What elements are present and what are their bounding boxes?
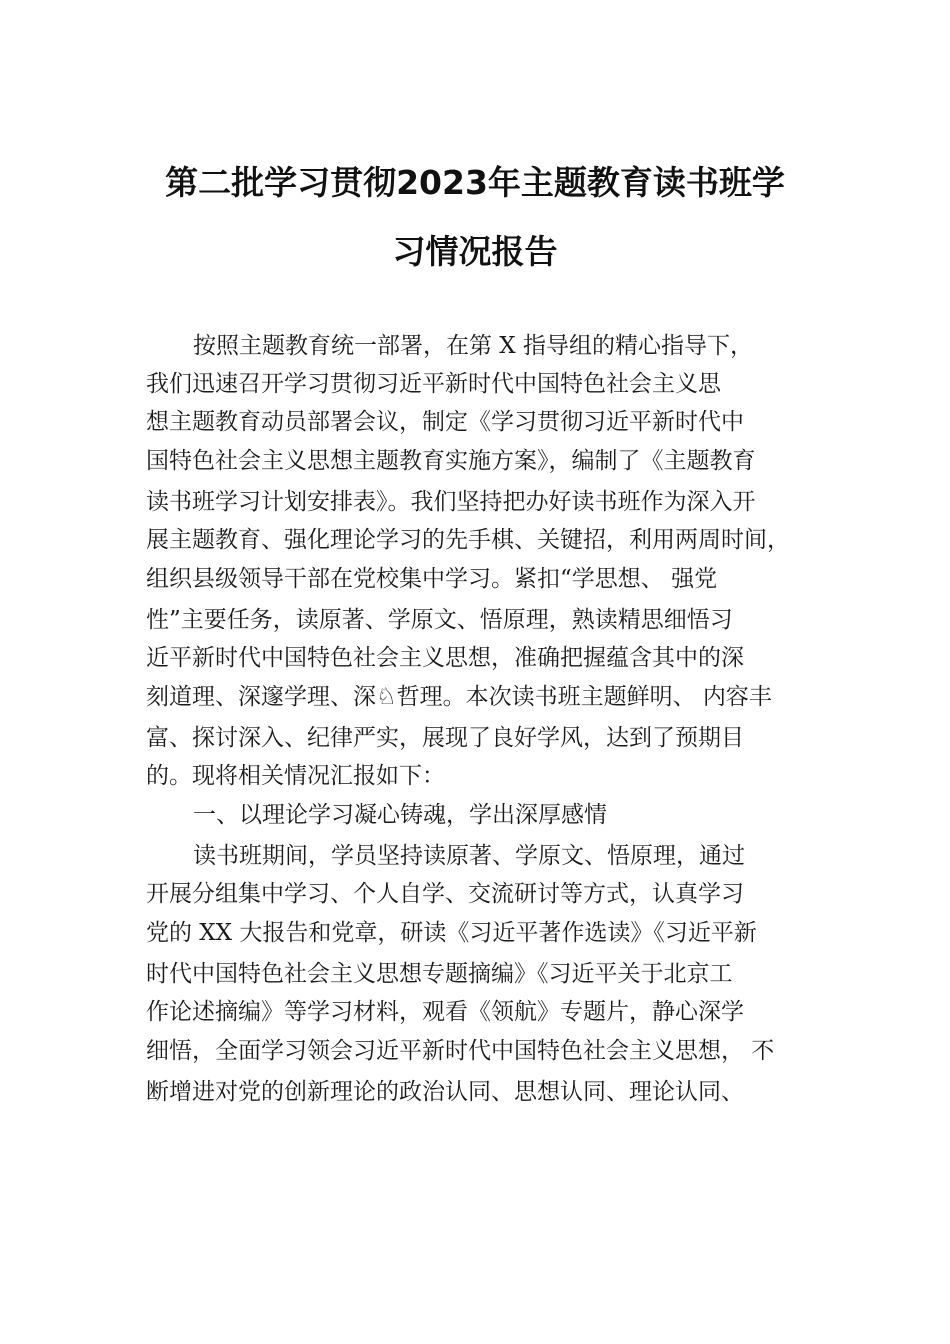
body-line-5: 读书班学习计划安排表》。我们坚持把办好读书班作为深入开 (146, 489, 756, 515)
body-line-2: 我们迅速召开学习贯彻习近平新时代中国特色社会主义思 (146, 371, 721, 397)
body-line-14: 读书班期间，学员坚持读原著、学原文、悟原理，通过 (193, 843, 745, 869)
document-title-line-1: 第二批学习贯彻2023年主题教育读书班学 (165, 163, 785, 202)
body-line-7: 组织县级领导干部在党校集中学习。紧扣“学思想、 强党 (146, 566, 718, 592)
body-line-9: 近平新时代中国特色社会主义思想，准确把握蕴含其中的深 (146, 645, 744, 671)
body-line-16: 党的 XX 大报告和党章，研读《习近平著作选读》《习近平新 (146, 920, 757, 946)
body-line-19: 细悟，全面学习领会习近平新时代中国特色社会主义思想， 不 (146, 1038, 775, 1064)
body-line-8: 性”主要任务，读原著、学原文、悟原理，熟读精思细悟习 (146, 607, 733, 633)
body-line-6: 展主题教育、强化理论学习的先手棋、关键招，利用两周时间， (146, 527, 790, 553)
body-line-11: 富、探讨深入、纪律严实，展现了良好学风，达到了预期目 (146, 725, 744, 751)
body-line-4: 国特色社会主义思想主题教育实施方案》，编制了《主题教育 (146, 448, 756, 474)
section-heading-1: 一、以理论学习凝心铸魂，学出深厚感情 (193, 802, 607, 828)
body-line-18: 作论述摘编》等学习材料，观看《领航》专题片，静心深学 (146, 999, 744, 1025)
body-line-1: 按照主题教育统一部署，在第 X 指导组的精心指导下， (193, 333, 753, 359)
body-line-3: 想主题教育动员部署会议，制定《学习贯彻习近平新时代中 (146, 409, 744, 435)
body-line-17: 时代中国特色社会主义思想专题摘编》《习近平关于北京工 (146, 961, 733, 987)
body-line-20: 断增进对党的创新理论的政治认同、思想认同、理论认同、 (146, 1079, 744, 1105)
document-title-line-2: 习情况报告 (392, 232, 558, 271)
body-line-10: 刻道理、深邃学理、深♘哲理。本次读书班主题鲜明、 内容丰 (146, 684, 772, 710)
body-line-12: 的。现将相关情况汇报如下： (146, 763, 445, 789)
body-line-15: 开展分组集中学习、个人自学、交流研讨等方式，认真学习 (146, 881, 744, 907)
